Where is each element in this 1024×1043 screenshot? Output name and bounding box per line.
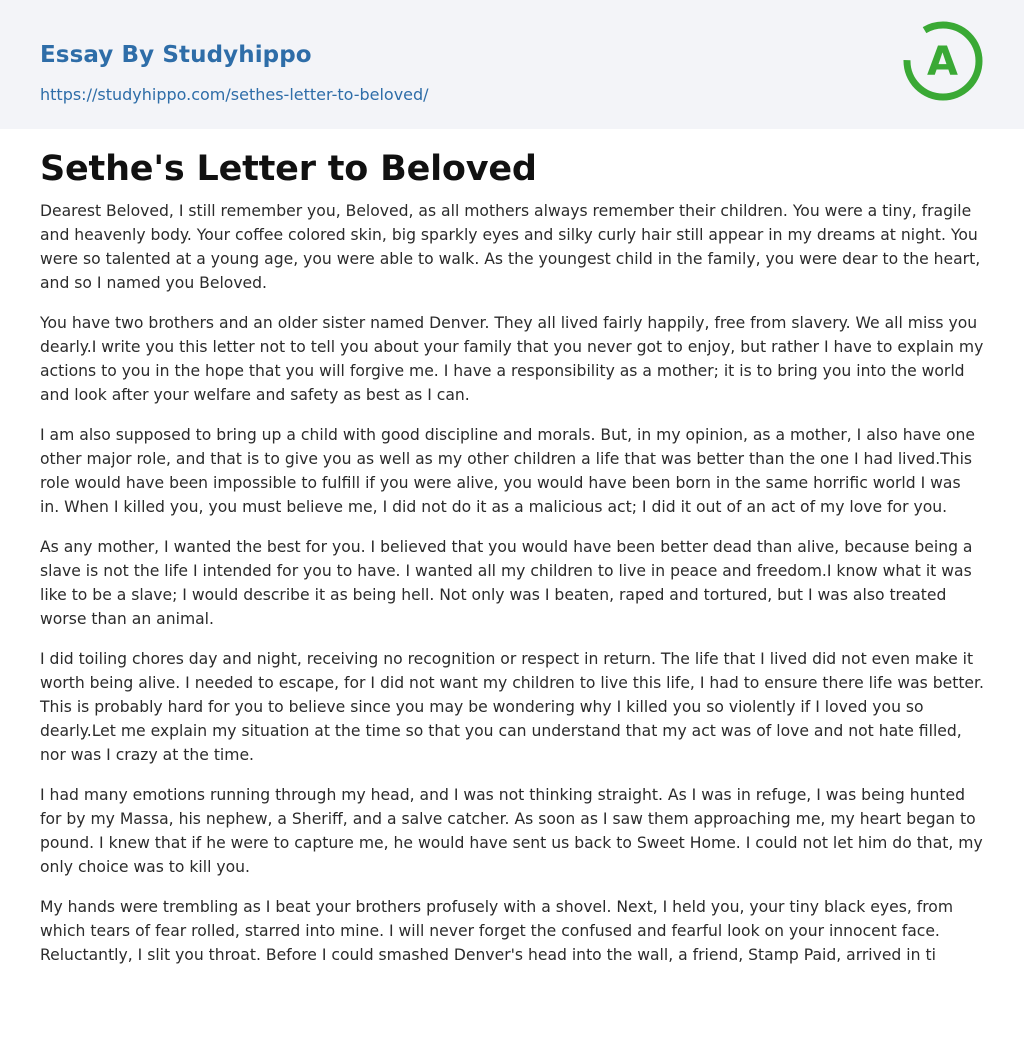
essay-content [0,129,1024,967]
essay-url-link[interactable]: https://studyhippo.com/sethes-letter-to-beloved/ [40,85,429,104]
essay-paragraph: I am also supposed to bring up a child with good discipline and morals. But, in my opinion, as a mother, I also have one other major role, and that is to give you as well as my other children a life that was better than the one I had lived.This role would have been impossible to fulfill if you were alive, you would have been born in the same horrific world I was in. When I killed you, you must believe me, I did not do it as a malicious act; I did it out of an act of my love for you. [40,426,975,516]
brand-title[interactable]: Essay By Studyhippo [40,42,312,68]
essay-paragraph: You have two brothers and an older sister named Denver. They all lived fairly happily, free from slavery. We all miss you dearly.I write you this letter not to tell you about your family that you never got to enjoy, but rather I have to explain my actions to you in the hope that you will forgive me. I have a responsibility as a mother; it is to bring you into the world and look after your welfare and safety as best as I can. [40,314,984,404]
essay-paragraph: As any mother, I wanted the best for you. I believed that you would have been better dead than alive, because being a slave is not the life I intended for you to have. I wanted all my children to live in peace and freedom.I know what it was like to be a slave; I would describe it as being hell. Not only was I beaten, raped and tortured, but I was also treated worse than an animal. [40,538,973,628]
site-header [0,0,1024,129]
essay-title: Sethe's Letter to Beloved [40,149,537,189]
essay-paragraph: Dearest Beloved, I still remember you, Beloved, as all mothers always remember their children. You were a tiny, fragile and heavenly body. Your coffee colored skin, big sparkly eyes and silky curly hair still appear in my dreams at night. You were so talented at a young age, you were able to walk. As the youngest child in the family, you were dear to the heart, and so I named you Beloved. [40,202,981,292]
essay-paragraph: I did toiling chores day and night, receiving no recognition or respect in return. The life that I lived did not even make it worth being alive. I needed to escape, for I did not want my children to live this life, I had to ensure there life was better. This is probably hard for you to believe since you may be wondering why I killed you so violently if I loved you so dearly.Let me explain my situation at the time so that you can understand that my act was of love and not hate filled, nor was I crazy at the time. [40,650,984,764]
essay-paragraph: My hands were trembling as I beat your brothers profusely with a shovel. Next, I held you, your tiny black eyes, from which tears of fear rolled, starred into mine. I will never forget the confused and fearful look on your innocent face. Reluctantly, I slit you throat. Before I could smashed Denver's head into the wall, a friend, Stamp Paid, arrived in ti [40,898,954,964]
essay-paragraph: I had many emotions running through my head, and I was not thinking straight. As I was in refuge, I was being hunted for by my Massa, his nephew, a Sheriff, and a salve catcher. As soon as I saw them approaching me, my heart began to pound. I knew that if he were to capture me, he would have sent us back to Sweet Home. I could not let him do that, my only choice was to kill you. [40,786,983,876]
logo-letter: A [927,39,958,85]
studyhippo-logo-icon[interactable] [901,19,985,103]
